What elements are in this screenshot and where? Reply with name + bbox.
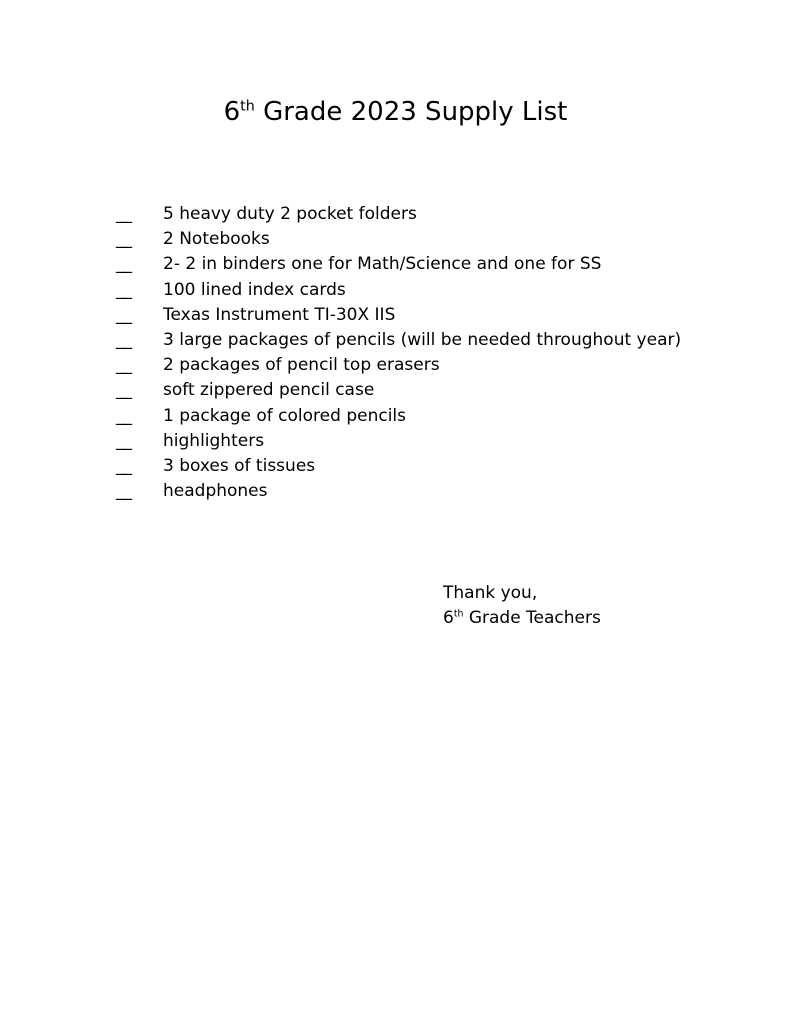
check-blank: __ (116, 229, 131, 250)
check-blank: __ (116, 455, 131, 476)
list-item (116, 328, 681, 353)
check-blank: __ (116, 254, 131, 275)
list-item (116, 479, 681, 504)
title-ordinal-suffix: th (240, 98, 255, 115)
item-label: highlighters (163, 430, 265, 451)
list-item (116, 202, 681, 227)
supply-list (116, 202, 681, 504)
list-item (116, 378, 681, 403)
list-item (116, 252, 681, 277)
item-label: 3 boxes of tissues (163, 455, 316, 476)
check-blank: __ (116, 204, 131, 224)
check-blank: __ (116, 430, 131, 451)
list-item (116, 429, 681, 454)
list-item (116, 278, 681, 303)
item-label: 100 lined index cards (163, 279, 346, 300)
title-text: Grade 2023 Supply List (254, 97, 568, 127)
check-blank: __ (116, 329, 131, 350)
list-item (116, 303, 681, 328)
page-title (0, 94, 791, 130)
item-label: 3 large packages of pencils (will be needed throughout year) (163, 329, 682, 350)
signature-ordinal-suffix: th (453, 608, 464, 620)
check-blank: __ (116, 355, 131, 376)
list-item (116, 404, 681, 429)
list-item (116, 353, 681, 378)
signature-block (443, 581, 601, 631)
signature-text: Grade Teachers (463, 608, 601, 629)
check-blank: __ (116, 304, 131, 325)
item-label: 2 Notebooks (163, 229, 270, 250)
item-label: 1 package of colored pencils (163, 405, 406, 426)
title-grade-number: 6 (223, 97, 241, 127)
list-item (116, 227, 681, 252)
check-blank: __ (116, 380, 131, 401)
item-label: soft zippered pencil case (163, 380, 375, 401)
item-label: headphones (163, 481, 268, 502)
list-item (116, 454, 681, 479)
item-label: 2 packages of pencil top erasers (163, 355, 440, 376)
signature-grade-number: 6 (443, 608, 454, 629)
item-label: 5 heavy duty 2 pocket folders (163, 204, 417, 224)
closing-text: Thank you, (443, 583, 538, 603)
check-blank: __ (116, 481, 131, 502)
signature-line (443, 606, 601, 631)
check-blank: __ (116, 279, 131, 300)
item-label: 2- 2 in binders one for Math/Science and one for SS (163, 254, 602, 275)
item-label: Texas Instrument TI-30X IIS (163, 304, 396, 325)
check-blank: __ (116, 405, 131, 426)
